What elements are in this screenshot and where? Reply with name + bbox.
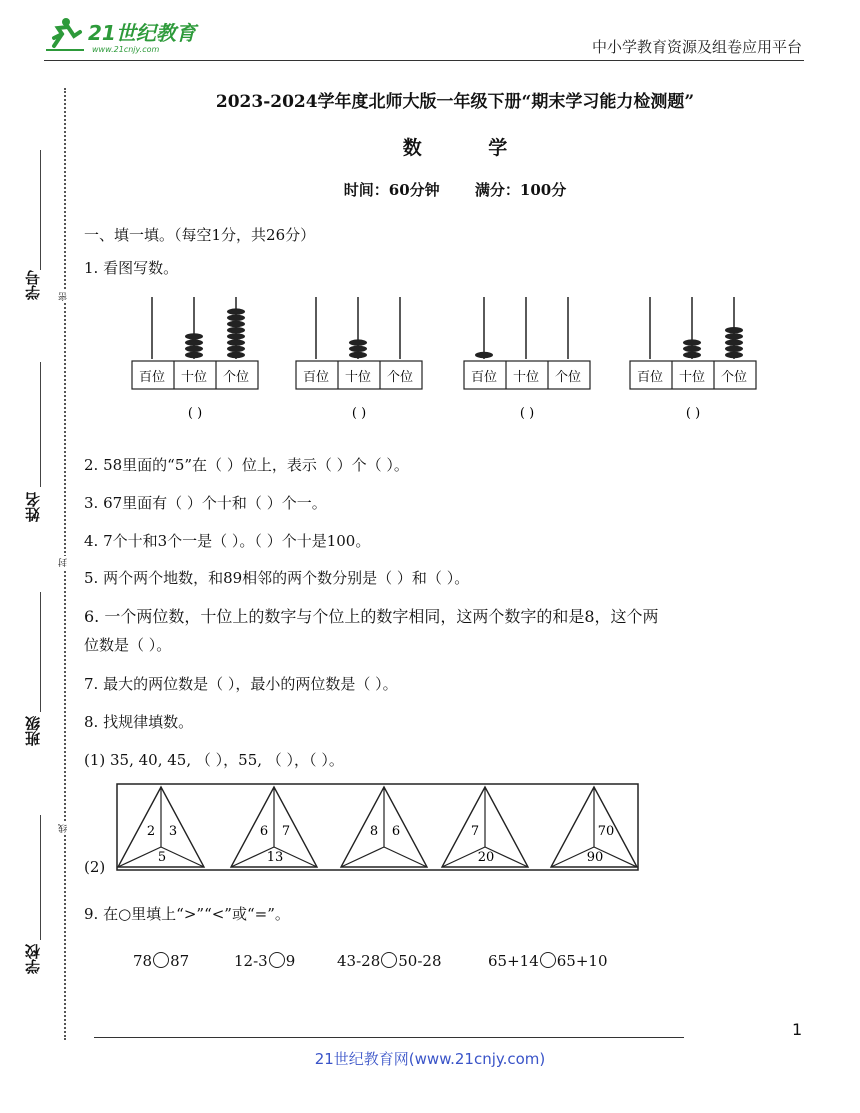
answer-circle-4[interactable] (540, 952, 556, 968)
triangle-bottom-value: 13 (266, 850, 284, 865)
place-value-label: 个位 (554, 370, 582, 385)
exam-meta (90, 179, 820, 200)
footer-site-link[interactable]: 21世纪教育网(www.21cnjy.com) (314, 1050, 546, 1068)
header-platform-text: 中小学教育资源及组卷应用平台 (591, 38, 802, 56)
triangle-left-value: 2 (146, 824, 156, 839)
triangle-left-value: 8 (369, 824, 379, 839)
compare-1-left: 78 (133, 952, 153, 970)
compare-4 (488, 952, 608, 970)
abacus-bead (725, 333, 743, 339)
triangle-left-value: 7 (470, 824, 480, 839)
label-name: 姓名 (24, 492, 42, 522)
abacus-answer-blank[interactable]: ( ) (685, 406, 701, 421)
triangle-bottom-value: 5 (157, 850, 167, 865)
number-triangle-4 (442, 787, 528, 867)
full-score: 满分：100分 (474, 181, 567, 199)
triangle-pattern-strip (116, 783, 639, 871)
abacus-bead (683, 339, 701, 345)
abacus-2 (294, 295, 424, 425)
abacus-bead (185, 352, 203, 358)
answer-circle-1[interactable] (153, 952, 169, 968)
class-write-line (40, 592, 41, 712)
compare-2 (234, 952, 295, 970)
number-triangle-1 (118, 787, 204, 867)
question-2: 2. 58里面的“5”在（ ）位上，表示（ ）个（ ）。 (84, 456, 409, 474)
place-value-label: 百位 (302, 370, 330, 385)
abacus-4 (628, 295, 758, 425)
compare-3-left: 43-28 (337, 952, 381, 970)
place-value-label: 百位 (138, 370, 166, 385)
abacus-bead (227, 339, 245, 345)
compare-1-right: 87 (170, 952, 190, 970)
triangle-right-value: 7 (281, 824, 291, 839)
logo-url: www.21cnjy.com (92, 45, 160, 54)
answer-circle-3[interactable] (381, 952, 397, 968)
id-write-line (40, 150, 41, 270)
abacus-bead (227, 333, 245, 339)
question-5: 5. 两个两个地数，和89相邻的两个数分别是（ ）和（ ）。 (84, 569, 470, 587)
label-school: 学校 (24, 944, 42, 974)
question-8-part-2-label: (2) (84, 858, 106, 876)
abacus-bead (725, 339, 743, 345)
abacus-bead (725, 327, 743, 333)
question-7: 7. 最大的两位数是（ ），最小的两位数是（ ）。 (84, 675, 398, 693)
compare-3 (337, 952, 442, 970)
abacus-bead (185, 346, 203, 352)
abacus-answer-blank[interactable]: ( ) (187, 406, 203, 421)
abacus-bead (185, 339, 203, 345)
question-9: 9. 在○里填上“>”“<”或“=”。 (84, 905, 290, 923)
place-value-label: 百位 (470, 370, 498, 385)
abacus-bead (349, 346, 367, 352)
triangle-bottom-value: 20 (477, 850, 495, 865)
seal-char-feng: 封 (59, 558, 69, 567)
compare-3-right: 50-28 (398, 952, 442, 970)
site-logo (44, 14, 214, 56)
abacus-answer-blank[interactable]: ( ) (519, 406, 535, 421)
place-value-label: 十位 (512, 370, 540, 385)
question-8: 8. 找规律填数。 (84, 713, 194, 731)
school-write-line (40, 815, 41, 940)
triangle-right-value: 6 (391, 824, 401, 839)
place-value-label: 个位 (386, 370, 414, 385)
triangle-right-value: 70 (597, 824, 615, 839)
abacus-bead (725, 346, 743, 352)
place-value-label: 个位 (720, 370, 748, 385)
name-write-line (40, 362, 41, 487)
abacus-bead (227, 346, 245, 352)
question-1: 1. 看图写数。 (84, 259, 179, 277)
abacus-bead (227, 352, 245, 358)
compare-4-left: 65+14 (488, 952, 539, 970)
label-class: 班级 (24, 716, 42, 746)
abacus-bead (227, 327, 245, 333)
section-heading: 一、填一填。（每空1分，共26分） (84, 226, 316, 244)
abacus-answer-blank[interactable]: ( ) (351, 406, 367, 421)
abacus-bead (475, 352, 493, 358)
abacus-bead (227, 308, 245, 314)
compare-1 (133, 952, 189, 970)
question-8-part-1: (1) 35, 40, 45, （ ），55, （ ），（ ）。 (84, 751, 344, 769)
answer-circle-2[interactable] (269, 952, 285, 968)
seal-char-mi: 密 (59, 292, 69, 301)
abacus-bead (725, 352, 743, 358)
triangle-left-value: 6 (259, 824, 269, 839)
exam-title: 2023-2024学年度北师大版一年级下册“期末学习能力检测题” (215, 92, 695, 112)
place-value-label: 个位 (222, 370, 250, 385)
compare-4-right: 65+10 (556, 952, 608, 970)
place-value-label: 十位 (678, 370, 706, 385)
question-6-line2: 位数是（ ）。 (84, 636, 172, 654)
place-value-label: 十位 (180, 370, 208, 385)
number-triangle-2 (231, 787, 317, 867)
compare-2-left: 12-3 (234, 952, 268, 970)
abacus-bead (349, 339, 367, 345)
label-student-id: 学号 (24, 270, 42, 300)
seal-char-xian: 线 (59, 824, 69, 833)
question-6-line1: 6. 一个两位数，十位上的数字与个位上的数字相同，这两个数字的和是8，这个两 (84, 607, 659, 626)
abacus-1 (130, 295, 260, 425)
abacus-bead (683, 346, 701, 352)
abacus-3 (462, 295, 592, 425)
triangle-bottom-value: 90 (586, 850, 604, 865)
logo-text: 21世纪教育 (88, 21, 196, 45)
page-number: 1 (792, 1020, 803, 1039)
number-triangle-3 (341, 787, 427, 867)
abacus-bead (227, 321, 245, 327)
number-triangle-5 (551, 787, 637, 867)
footer-divider (94, 1037, 684, 1038)
time-limit: 时间：60分钟 (343, 181, 440, 199)
abacus-bead (227, 315, 245, 321)
place-value-label: 百位 (636, 370, 664, 385)
abacus-bead (683, 352, 701, 358)
compare-2-right: 9 (285, 952, 296, 970)
place-value-label: 十位 (344, 370, 372, 385)
question-3: 3. 67里面有（ ）个十和（ ）个一。 (84, 494, 327, 512)
subject-title: 数 学 (402, 137, 538, 159)
abacus-bead (185, 333, 203, 339)
abacus-bead (349, 352, 367, 358)
question-4: 4. 7个十和3个一是（ ）。（ ）个十是100。 (84, 532, 371, 550)
runner-icon (46, 18, 84, 50)
header-divider (44, 60, 804, 61)
triangle-right-value: 3 (168, 824, 178, 839)
